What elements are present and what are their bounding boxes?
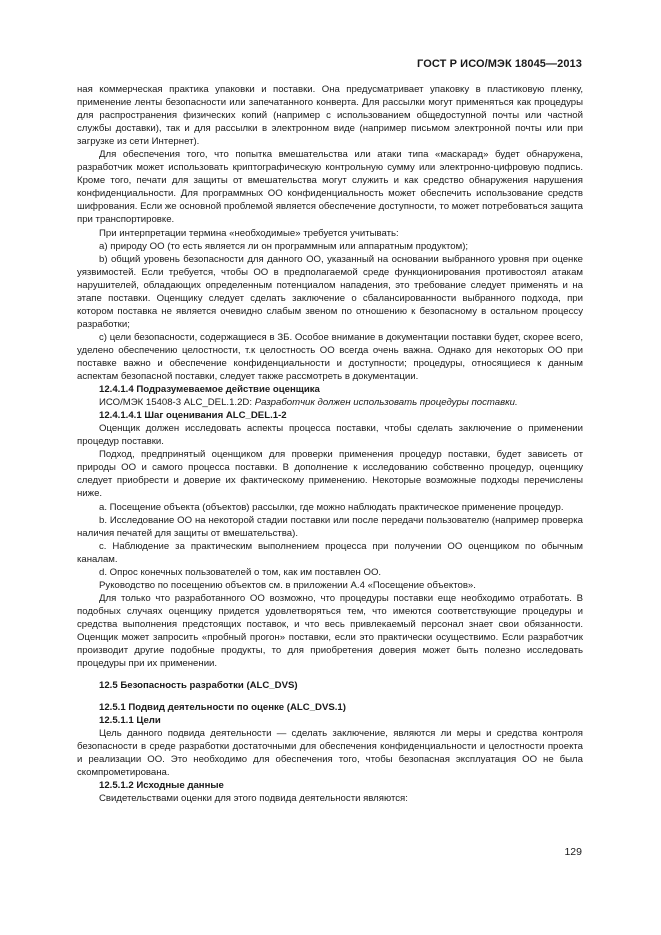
paragraph: Свидетельствами оценки для этого подвида деятельности являются: xyxy=(99,793,408,805)
paragraph: ная коммерческая практика упаковки и поставки. Она предусматривает упаковку в пластиковую пленку, применение ленты безопасности или запечатанного конверта. Для рассылки могут применяться как процедуры для распространения физических копий (например с использованием общедоступной почты или частной службы доставки), так и для рассылки в электронном виде (например письмом электронной почты или при загрузке из сети Интернет). xyxy=(77,84,583,148)
page-header-title: ГОСТ Р ИСО/МЭК 18045—2013 xyxy=(417,58,582,70)
page-number: 129 xyxy=(564,846,582,858)
list-item: b. Исследование ОО на некоторой стадии поставки или после передачи пользователю (например проверка наличия печатей для защиты от вмешательства). xyxy=(77,514,583,539)
requirement-line xyxy=(77,396,583,409)
section-heading: 12.5.1.2 Исходные данные xyxy=(99,780,224,792)
list-item: a) природу ОО (то есть является ли он программным или аппаратным продуктом); xyxy=(99,240,469,252)
paragraph: При интерпретации термина «необходимые» требуется учитывать: xyxy=(99,227,399,239)
list-item: c. Наблюдение за практическим выполнением процесса при получении ОО оценщиком по обычным каналам. xyxy=(77,540,583,565)
document-body xyxy=(77,83,583,806)
section-heading: 12.4.1.4 Подразумеваемое действие оценщика xyxy=(99,384,320,396)
list-item: b) общий уровень безопасности для данного ОО, указанный на основании выбранного уровня при оценке уязвимостей. Если требуется, чтобы ОО в предполагаемой среде функционирования противостоял атакам нарушителей, обладающих определенным потенциалом нападения, это требование следует применять и на этапе поставки. Оценщику следует сделать заключение о сбалансированности выбранного подхода, при котором поставка не является очевидно слабым звеном по отношению к безопасному в остальном процессу разработки; xyxy=(77,253,583,330)
section-heading: 12.5.1.1 Цели xyxy=(99,715,161,727)
section-heading: 12.4.1.4.1 Шаг оценивания ALC_DEL.1-2 xyxy=(99,410,287,422)
list-item: d. Опрос конечных пользователей о том, как им поставлен ОО. xyxy=(99,566,382,578)
list-item: a. Посещение объекта (объектов) рассылки, где можно наблюдать практическое применение процедур. xyxy=(99,501,564,513)
paragraph: Подход, предпринятый оценщиком для проверки применения процедур поставки, будет зависеть от природы ОО и самого процесса поставки. В дополнение к исследованию собственно процедур, оценщику следует приобрести и доверие их фактическому применению. Некоторые возможные подходы перечислены ниже. xyxy=(77,449,583,500)
paragraph: Оценщик должен исследовать аспекты процесса поставки, чтобы сделать заключение о применении процедур поставки. xyxy=(77,423,583,448)
section-heading: 12.5.1 Подвид деятельности по оценке (ALC_DVS.1) xyxy=(99,702,346,714)
section-heading: 12.5 Безопасность разработки (ALC_DVS) xyxy=(99,680,298,692)
requirement-id: ИСО/МЭК 15408-3 ALC_DEL.1.2D: xyxy=(99,397,253,409)
paragraph: Руководство по посещению объектов см. в приложении А.4 «Посещение объектов». xyxy=(99,579,476,591)
paragraph: Для обеспечения того, что попытка вмешательства или атаки типа «маскарад» будет обнаружена, разработчик может использовать криптографическую контрольную сумму или электронно-цифровую подпись. Кроме того, печати для защиты от вмешательства могут служить и как средство обнаружения нарушения конфиденциальности. Для программных ОО конфиденциальность может обеспечить использование средств шифрования. Если же основной проблемой является обеспечение доступности, то может потребоваться защита при транспортировке. xyxy=(77,149,583,226)
paragraph: Цель данного подвида деятельности — сделать заключение, являются ли меры и средства контроля безопасности в среде разработки достаточными для обеспечения конфиденциальности и целостности проекта и реализации ОО. Это необходимо для обеспечения того, чтобы безопасная эксплуатация ОО не была скомпрометирована. xyxy=(77,728,583,779)
paragraph: Для только что разработанного ОО возможно, что процедуры поставки еще необходимо отработать. В подобных случаях оценщику придется удовлетворяться тем, что имеются соответствующие процедуры и средства выполнения предстоящих поставок, и что весь привлекаемый персонал знает свои обязанности. Оценщик может запросить «пробный прогон» поставки, если это практически осуществимо. Если разработчик производит другие подобные продукты, то для приобретения доверия может быть полезно исследовать процедуры при их применении. xyxy=(77,592,583,670)
requirement-text: Разработчик должен использовать процедуры поставки. xyxy=(254,397,518,409)
list-item: c) цели безопасности, содержащиеся в ЗБ. Особое внимание в документации поставки будет, скорее всего, уделено обеспечению целостности, т.к целостность ОО всегда очень важна. Однако для некоторых ОО при поставке важно и обеспечение конфиденциальности и доступности; процедуры, относящиеся к данным аспектам безопасной поставки, следует также рассмотреть в документации. xyxy=(77,331,583,383)
